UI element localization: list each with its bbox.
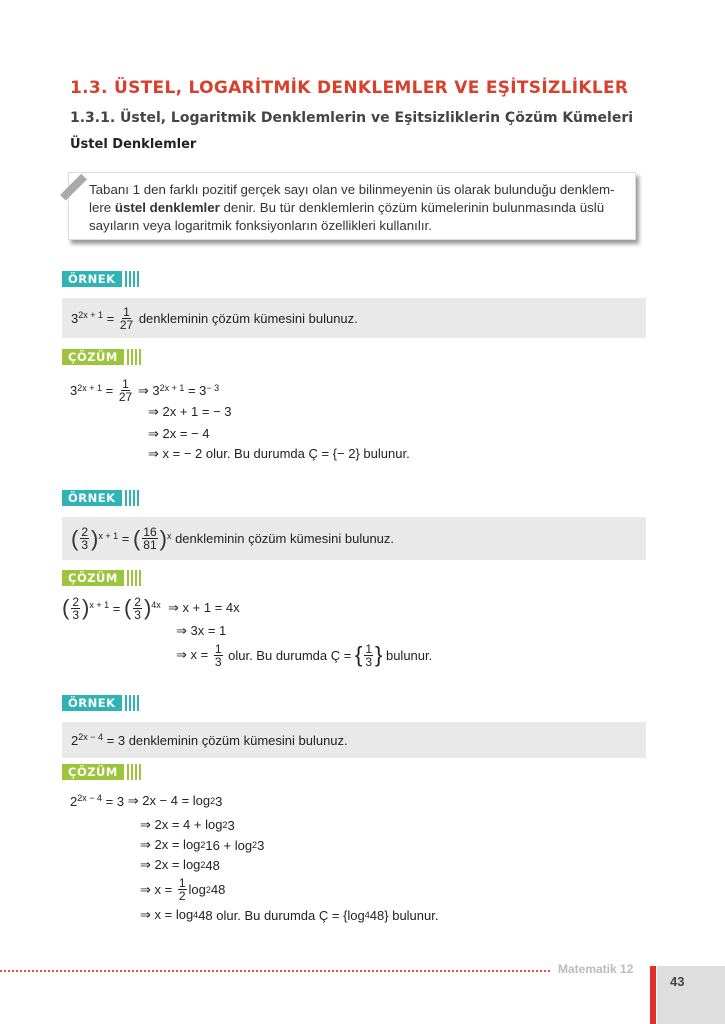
solution-line: ⇒ x = $\frac{1}{3}$ olur. Bu durumda Ç = { 1 3 } bulunur. (176, 641, 433, 669)
definition-text: Tabanı 1 den farklı pozitif gerçek sayı olan ve bilinmeyenin üs olarak bulunduğu denklem- (89, 182, 615, 197)
solution-line: ⇒ 2x = log 2 48 (140, 857, 220, 873)
book-name: Matematik 12 (558, 962, 634, 976)
solution-line: ⇒ 2x = − 4 (148, 426, 210, 441)
solution-label: ÇÖZÜM (62, 764, 124, 780)
example-label: ÖRNEK (62, 695, 122, 711)
solution-line: ⇒ 3x = 1 (176, 623, 227, 638)
example-label: ÖRNEK (62, 271, 122, 287)
solution-line: ⇒ 2x + 1 = − 3 (148, 404, 232, 419)
solution-line: ⇒ x = $\frac{1}{2}$ log 2 48 (140, 876, 226, 903)
example-problem: 2 $^{2x - 4}$ = 3 denkleminin çözüm kümesini bulunuz. (62, 722, 646, 758)
definition-box (68, 172, 636, 240)
page-number: 43 (657, 966, 725, 1024)
solution-label: ÇÖZÜM (62, 349, 124, 365)
solution-line: ( 2 3 ) $^{x + 1}$ = ( 2 3 ) $^{4x}$ ⇒ x + 1 = 4x (62, 594, 240, 622)
subsection-title: 1.3.1. Üstel, Logaritmik Denklemlerin ve Eşitsizliklerin Çözüm Kümeleri (70, 110, 634, 126)
solution-label: ÇÖZÜM (62, 570, 124, 586)
solution-line: 2 $^{2x - 4}$ = 3 ⇒ 2x − 4 = log 2 3 (70, 793, 223, 809)
definition-text: lere üstel denklemler denir. Bu tür denklemlerin çözüm kümelerinin bulunmasında üslü (89, 200, 605, 215)
footer-dotted-rule (0, 970, 550, 972)
example-label: ÖRNEK (62, 490, 122, 506)
solution-line: 3 $^{2x + 1}$ = 1 27 ⇒ 3 $^{2x + 1}$ = 3 $^{- 3}$ (70, 377, 220, 404)
footer-accent-bar (650, 966, 656, 1024)
page-title: 1.3. ÜSTEL, LOGARİTMİK DENKLEMLER VE EŞİTSİZLİKLER (70, 78, 629, 98)
solution-line: ⇒ x = log 4 48 olur. Bu durumda Ç = {log 4 48} bulunur. (140, 907, 439, 923)
solution-line: ⇒ x = − 2 olur. Bu durumda Ç = {− 2} bulunur. (148, 446, 410, 461)
example-problem: 3 $^{2x + 1}$ = 1 27 denkleminin çözüm kümesini bulunuz. (62, 298, 646, 338)
solution-line: ⇒ 2x = log 2 16 + log 2 3 (140, 837, 265, 853)
solution-line: ⇒ 2x = 4 + log 2 3 (140, 817, 235, 833)
definition-text: sayıların veya logaritmik fonksiyonların özellikleri kullanılır. (89, 218, 432, 233)
example-problem: ( 2 3 ) $^{x + 1}$ = ( 16 81 ) $^x$ denkleminin çözüm kümesini bulunuz. (62, 517, 646, 560)
section-heading: Üstel Denklemler (70, 137, 197, 152)
